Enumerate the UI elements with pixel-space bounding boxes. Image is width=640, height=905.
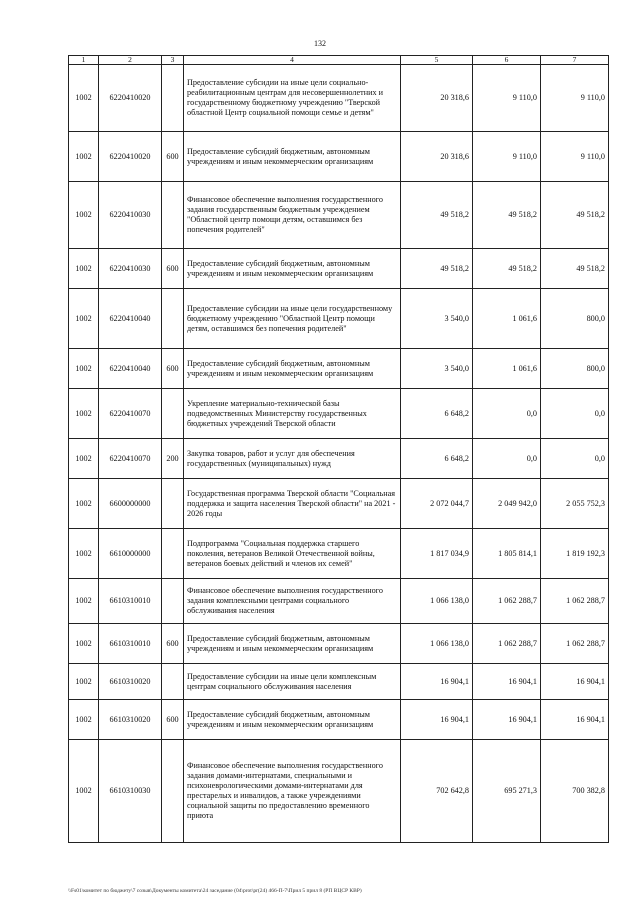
section-cell: 1002 <box>69 700 99 740</box>
table-row <box>69 389 609 439</box>
description-cell: Предоставление субсидий бюджетным, автономным учреждениям и иным некоммерческим организациям <box>184 624 401 664</box>
section-cell: 1002 <box>69 664 99 700</box>
amount-2026-cell: 16 904,1 <box>541 664 609 700</box>
target-code-cell: 6610310030 <box>99 740 162 843</box>
amount-2026-cell: 1 819 192,3 <box>541 529 609 579</box>
table-row <box>69 624 609 664</box>
expense-type-cell <box>162 664 184 700</box>
table-row <box>69 529 609 579</box>
amount-2025-cell: 9 110,0 <box>473 132 541 182</box>
amount-2024-cell: 2 072 044,7 <box>401 479 473 529</box>
amount-2024-cell: 49 518,2 <box>401 182 473 249</box>
amount-2025-cell: 1 062 288,7 <box>473 579 541 624</box>
section-cell: 1002 <box>69 740 99 843</box>
table-body <box>69 65 609 843</box>
column-header: 2 <box>99 56 162 65</box>
amount-2024-cell: 20 318,6 <box>401 132 473 182</box>
table-row <box>69 349 609 389</box>
amount-2025-cell: 1 062 288,7 <box>473 624 541 664</box>
section-cell: 1002 <box>69 439 99 479</box>
amount-2026-cell: 16 904,1 <box>541 700 609 740</box>
table-row <box>69 65 609 132</box>
amount-2024-cell: 49 518,2 <box>401 249 473 289</box>
amount-2025-cell: 2 049 942,0 <box>473 479 541 529</box>
column-header: 5 <box>401 56 473 65</box>
amount-2026-cell: 49 518,2 <box>541 182 609 249</box>
amount-2025-cell: 49 518,2 <box>473 182 541 249</box>
section-cell: 1002 <box>69 479 99 529</box>
amount-2024-cell: 1 066 138,0 <box>401 624 473 664</box>
expense-type-cell: 600 <box>162 700 184 740</box>
amount-2024-cell: 1 066 138,0 <box>401 579 473 624</box>
column-header: 3 <box>162 56 184 65</box>
amount-2025-cell: 695 271,3 <box>473 740 541 843</box>
target-code-cell: 6610310020 <box>99 700 162 740</box>
expense-type-cell: 600 <box>162 349 184 389</box>
description-cell: Финансовое обеспечение выполнения государственного задания государственным бюджетным учреждением "Областной центр помощи детям, оставшимся без попечения родителей" <box>184 182 401 249</box>
amount-2025-cell: 16 904,1 <box>473 664 541 700</box>
table-row <box>69 439 609 479</box>
target-code-cell: 6610310010 <box>99 624 162 664</box>
column-header: 1 <box>69 56 99 65</box>
expense-type-cell <box>162 65 184 132</box>
table-row <box>69 664 609 700</box>
description-cell: Предоставление субсидии на иные цели социально-реабилитационным центрам для несовершеннолетних и государственному бюджетному учреждению "Тверской областной Центр социальной помощи семье и детям" <box>184 65 401 132</box>
description-cell: Предоставление субсидий бюджетным, автономным учреждениям и иным некоммерческим организациям <box>184 249 401 289</box>
section-cell: 1002 <box>69 249 99 289</box>
expense-type-cell <box>162 289 184 349</box>
expense-type-cell <box>162 389 184 439</box>
target-code-cell: 6610310020 <box>99 664 162 700</box>
section-cell: 1002 <box>69 182 99 249</box>
amount-2026-cell: 0,0 <box>541 389 609 439</box>
amount-2025-cell: 0,0 <box>473 439 541 479</box>
amount-2025-cell: 16 904,1 <box>473 700 541 740</box>
table-row <box>69 182 609 249</box>
amount-2025-cell: 1 061,6 <box>473 289 541 349</box>
budget-table <box>68 55 609 843</box>
target-code-cell: 6220410030 <box>99 182 162 249</box>
column-header: 4 <box>184 56 401 65</box>
amount-2025-cell: 1 061,6 <box>473 349 541 389</box>
expense-type-cell <box>162 529 184 579</box>
amount-2026-cell: 0,0 <box>541 439 609 479</box>
section-cell: 1002 <box>69 289 99 349</box>
target-code-cell: 6600000000 <box>99 479 162 529</box>
column-header: 7 <box>541 56 609 65</box>
section-cell: 1002 <box>69 349 99 389</box>
table-row <box>69 740 609 843</box>
description-cell: Подпрограмма "Социальная поддержка старшего поколения, ветеранов Великой Отечественной войны, ветеранов боевых действий и членов их семей" <box>184 529 401 579</box>
expense-type-cell: 200 <box>162 439 184 479</box>
amount-2024-cell: 3 540,0 <box>401 349 473 389</box>
amount-2024-cell: 16 904,1 <box>401 664 473 700</box>
amount-2026-cell: 9 110,0 <box>541 132 609 182</box>
description-cell: Закупка товаров, работ и услуг для обеспечения государственных (муниципальных) нужд <box>184 439 401 479</box>
target-code-cell: 6220410020 <box>99 132 162 182</box>
amount-2026-cell: 1 062 288,7 <box>541 579 609 624</box>
expense-type-cell <box>162 579 184 624</box>
description-cell: Укрепление материально-технической базы подведомственных Министерству государственных бюджетных учреждений Тверской области <box>184 389 401 439</box>
expense-type-cell <box>162 740 184 843</box>
target-code-cell: 6610310010 <box>99 579 162 624</box>
description-cell: Предоставление субсидий бюджетным, автономным учреждениям и иным некоммерческим организациям <box>184 132 401 182</box>
amount-2024-cell: 6 648,2 <box>401 439 473 479</box>
description-cell: Предоставление субсидии на иные цели государственному бюджетному учреждению "Областной Центр помощи детям, оставшимся без попечения родителей" <box>184 289 401 349</box>
amount-2025-cell: 49 518,2 <box>473 249 541 289</box>
section-cell: 1002 <box>69 65 99 132</box>
footer-file-path: \\Fs01\комитет по бюджету\7 созыв\Документы комитета\24 заседание (04\prot\pr(24) 466-П-7\Прил 5 прил 8 (РП ВЦСР КВР) <box>68 888 362 894</box>
amount-2026-cell: 9 110,0 <box>541 65 609 132</box>
amount-2026-cell: 800,0 <box>541 289 609 349</box>
table-row <box>69 700 609 740</box>
column-header: 6 <box>473 56 541 65</box>
table-row <box>69 249 609 289</box>
target-code-cell: 6220410070 <box>99 389 162 439</box>
amount-2024-cell: 16 904,1 <box>401 700 473 740</box>
amount-2026-cell: 2 055 752,3 <box>541 479 609 529</box>
amount-2024-cell: 1 817 034,9 <box>401 529 473 579</box>
amount-2024-cell: 3 540,0 <box>401 289 473 349</box>
table-row <box>69 289 609 349</box>
target-code-cell: 6220410040 <box>99 289 162 349</box>
table-row <box>69 579 609 624</box>
description-cell: Предоставление субсидий бюджетным, автономным учреждениям и иным некоммерческим организациям <box>184 700 401 740</box>
expense-type-cell: 600 <box>162 624 184 664</box>
target-code-cell: 6220410040 <box>99 349 162 389</box>
section-cell: 1002 <box>69 579 99 624</box>
expense-type-cell: 600 <box>162 132 184 182</box>
table-header-row <box>69 56 609 65</box>
amount-2026-cell: 1 062 288,7 <box>541 624 609 664</box>
amount-2024-cell: 702 642,8 <box>401 740 473 843</box>
amount-2024-cell: 20 318,6 <box>401 65 473 132</box>
target-code-cell: 6220410030 <box>99 249 162 289</box>
section-cell: 1002 <box>69 624 99 664</box>
amount-2024-cell: 6 648,2 <box>401 389 473 439</box>
section-cell: 1002 <box>69 389 99 439</box>
table-row <box>69 132 609 182</box>
description-cell: Финансовое обеспечение выполнения государственного задания комплексными центрами социального обслуживания населения <box>184 579 401 624</box>
description-cell: Предоставление субсидии на иные цели комплексным центрам социального обслуживания населения <box>184 664 401 700</box>
amount-2025-cell: 9 110,0 <box>473 65 541 132</box>
description-cell: Финансовое обеспечение выполнения государственного задания домами-интернатами, специальными и психоневрологическими домами-интернатами для престарелых и инвалидов, а также учреждениями социальной защиты по предоставлению временного приюта <box>184 740 401 843</box>
amount-2026-cell: 49 518,2 <box>541 249 609 289</box>
amount-2026-cell: 800,0 <box>541 349 609 389</box>
amount-2025-cell: 0,0 <box>473 389 541 439</box>
expense-type-cell: 600 <box>162 249 184 289</box>
expense-type-cell <box>162 479 184 529</box>
expense-type-cell <box>162 182 184 249</box>
amount-2025-cell: 1 805 814,1 <box>473 529 541 579</box>
page-number: 132 <box>314 39 326 48</box>
section-cell: 1002 <box>69 529 99 579</box>
target-code-cell: 6610000000 <box>99 529 162 579</box>
description-cell: Государственная программа Тверской области "Социальная поддержка и защита населения Тверской области" на 2021 - 2026 годы <box>184 479 401 529</box>
table-row <box>69 479 609 529</box>
description-cell: Предоставление субсидий бюджетным, автономным учреждениям и иным некоммерческим организациям <box>184 349 401 389</box>
section-cell: 1002 <box>69 132 99 182</box>
amount-2026-cell: 700 382,8 <box>541 740 609 843</box>
target-code-cell: 6220410020 <box>99 65 162 132</box>
target-code-cell: 6220410070 <box>99 439 162 479</box>
